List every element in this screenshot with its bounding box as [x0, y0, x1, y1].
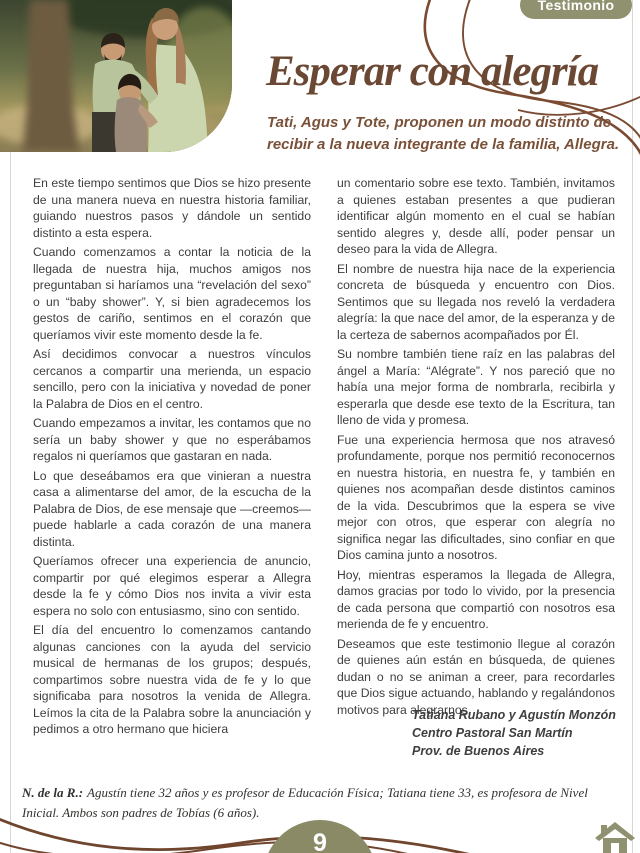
article-paragraph: Cuando empezamos a invitar, les contamos que no sería un baby shower y que no esperábamos regalos ni queríamos que gastaran en nada. — [33, 416, 311, 463]
article-paragraph: Su nombre también tiene raíz en las palabras del ángel a María: “Alégrate”. Y nos pareció que no había una mejor forma de nombrarla, recibirla y esperarla que desde ese texto de la Escritura, tan lleno de vida y promesa. — [337, 347, 615, 427]
article-paragraph: En este tiempo sentimos que Dios se hizo presente de una manera nueva en nuestra historia familiar, guiando nuestros pasos y dándole un sentido distinto a esta espera. — [33, 176, 311, 240]
home-icon — [594, 822, 636, 853]
signature-line: Tatiana Rubano y Agustín Monzón — [412, 708, 616, 722]
text-column-left — [33, 175, 311, 741]
article-title: Esperar con alegría — [266, 48, 599, 95]
home-button[interactable] — [594, 822, 636, 853]
article-paragraph: El día del encuentro lo comenzamos cantando algunas canciones con la ayuda del servicio musical de hermanas de los grupos; después, compartimos sobre nuestra vida de fe y lo que significaba para nosotros la venida de Allegra. Leímos la cita de la Palabra sobre la anunciación y pedimos a otro hermano que hiciera — [33, 623, 311, 736]
section-badge-label: Testimonio — [537, 0, 615, 13]
signature-line: Prov. de Buenos Aires — [412, 744, 545, 758]
text-column-right — [337, 175, 615, 721]
article-paragraph: Lo que deseábamos era que vinieran a nuestra casa a alimentarse del amor, de la escucha de la Palabra de Dios, de ese mensaje que —creemos— puede hablarle a cada corazón de una manera distinta. — [33, 468, 311, 549]
family-photo — [0, 0, 232, 152]
article-paragraph: un comentario sobre ese texto. También, invitamos a quienes estaban presentes a que pudieran identificar algún momento en el cual se habían sentido alegres y, desde allí, poder pensar un deseo para la vida de Allegra. — [337, 176, 615, 256]
article-paragraph: Cuando comenzamos a contar la noticia de la llegada de nuestra hija, muchos amigos nos preguntaban si haríamos una “revelación del sexo” o un “baby shower”. Y, si bien agradecemos los gestos de cariño, sentimos en el corazón que queríamos vivir este momento desde la fe. — [33, 245, 311, 342]
signature-line: Centro Pastoral San Martín — [412, 726, 573, 740]
signature-block — [412, 706, 632, 760]
article-paragraph: Queríamos ofrecer una experiencia de anuncio, compartir por qué elegimos esperar a Allegra desde la fe y cómo Dios nos invita a vivir esta espera no solo con entusiasmo, sino con sentido. — [33, 554, 311, 618]
page-number-circle — [263, 820, 377, 853]
page-number: 9 — [313, 829, 327, 853]
article-paragraph: El nombre de nuestra hija nace de la experiencia concreta de búsqueda y encuentro con Dios. Sentimos que su llegada nos reveló la verdadera alegría: la que nace del amor, de la esperanza y de la certeza de sabernos acompañados por Él. — [337, 261, 615, 342]
family-photo-illustration — [0, 0, 232, 152]
section-badge — [520, 0, 632, 19]
article-paragraph: Fue una experiencia hermosa que nos atravesó profundamente, porque nos permitió reconocernos en nuestra historia, en nuestra fe, y también en quienes nos acompañan desde distintos caminos de la vida. Descubrimos que la espera se vive mejor con otros, que esperar con alegría no significa negar las dificultades, sino confiar en que Dios camina junto a nosotros. — [337, 432, 615, 562]
editors-note-text: Agustín tiene 32 años y es profesor de Educación Física; Tatiana tiene 33, es profesora de Nivel Inicial. Ambos son padres de Tobías (6 años). — [22, 785, 588, 820]
editors-note-label: N. de la R.: — [22, 785, 84, 800]
decorative-swirls-top — [398, 0, 640, 200]
article-paragraph: Deseamos que este testimonio llegue al corazón de quienes aún están en búsqueda, de quienes dudan o no se animan a creer, para recordarles que Dios sigue actuando, hablando y regalándonos motivos para alegrarnos. — [337, 636, 615, 717]
article-subtitle: Tati, Agus y Tote, proponen un modo distinto de recibir a la nueva integrante de la familia, Allegra. — [267, 114, 620, 153]
editors-note — [22, 783, 614, 823]
article-paragraph: Así decidimos convocar a nuestros vínculos cercanos a compartir una merienda, un espacio sencillo, pero con la iniciativa y novedad de poner la Palabra de Dios en el centro. — [33, 347, 311, 411]
article-paragraph: Hoy, mientras esperamos la llegada de Allegra, damos gracias por todo lo vivido, por la presencia de cada persona que compartió con nosotros esa merienda de fe y encuentro. — [337, 567, 615, 631]
